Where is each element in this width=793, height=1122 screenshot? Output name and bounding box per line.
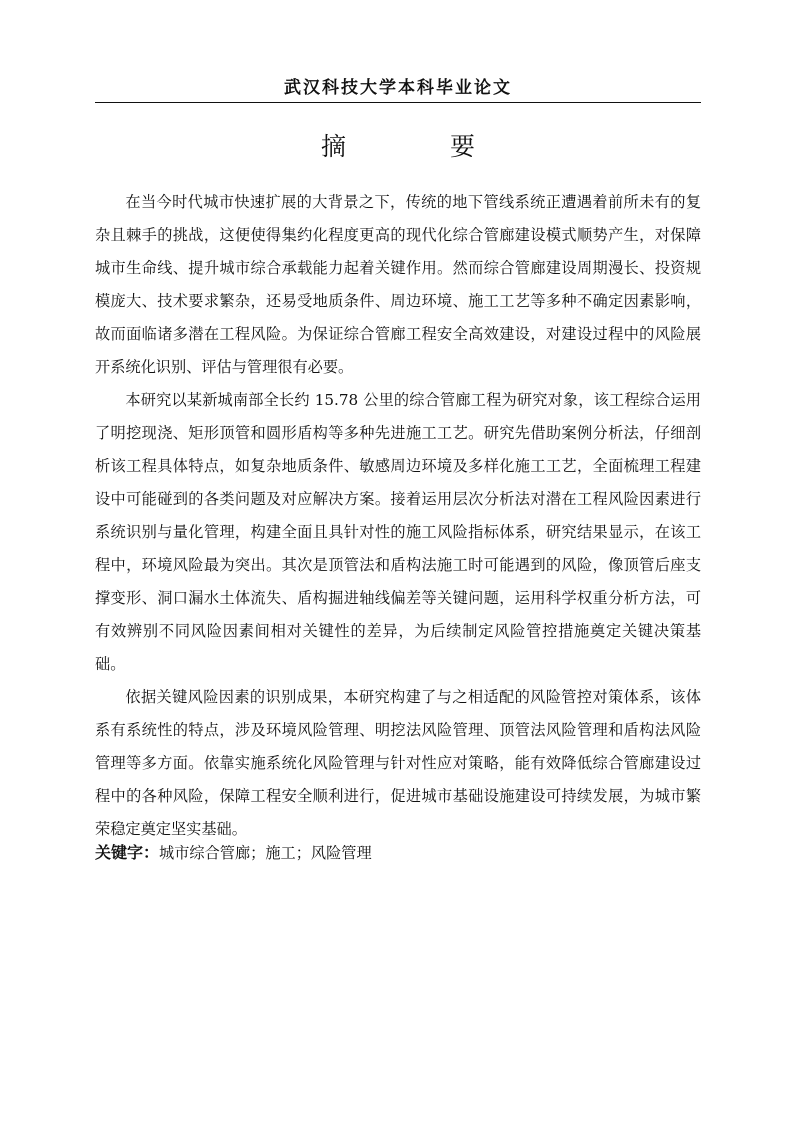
abstract-title: 摘 要 [321, 132, 523, 161]
header-divider [95, 102, 701, 103]
abstract-paragraph-1: 在当今时代城市快速扩展的大背景之下，传统的地下管线系统正遭遇着前所未有的复杂且棘手的挑战，这便使得集约化程度更高的现代化综合管廊建设模式顺势产生，对保障城市生命线、提升城市综合承载能力起着关键作用。然而综合管廊建设周期漫长、投资规模庞大、技术要求繁杂，还易受地质条件、周边环境、施工工艺等多种不确定因素影响，故而面临诸多潜在工程风险。为保证综合管廊工程安全高效建设，对建设过程中的风险展开系统化识别、评估与管理很有必要。 [95, 193, 701, 376]
keywords-text: 城市综合管廊；施工；风险管理 [159, 844, 372, 862]
abstract-paragraph-3: 依据关键风险因素的识别成果，本研究构建了与之相适配的风险管控对策体系，该体系有系统性的特点，涉及环境风险管理、明挖法风险管理、顶管法风险管理和盾构法风险管理等多方面。依靠实施系统化风险管理与针对性应对策略，能有效降低综合管廊建设过程中的各种风险，保障工程安全顺利进行，促进城市基础设施建设可持续发展，为城市繁荣稳定奠定坚实基础。 [95, 688, 701, 838]
abstract-body [95, 186, 701, 846]
abstract-paragraph-2: 本研究以某新城南部全长约 15.78 公里的综合管廊工程为研究对象，该工程综合运用了明挖现浇、矩形顶管和圆形盾构等多种先进施工工艺。研究先借助案例分析法，仔细剖析该工程具体特点，如复杂地质条件、敏感周边环境及多样化施工工艺，全面梳理工程建设中可能碰到的各类问题及对应解决方案。接着运用层次分析法对潜在工程风险因素进行系统识别与量化管理，构建全面且具针对性的施工风险指标体系，研究结果显示，在该工程中，环境风险最为突出。其次是顶管法和盾构法施工时可能遇到的风险，像顶管后座支撑变形、洞口漏水土体流失、盾构掘进轴线偏差等关键问题，运用科学权重分析方法，可有效辨别不同风险因素间相对关键性的差异，为后续制定风险管控措施奠定关键决策基础。 [95, 391, 701, 673]
keywords-line [95, 838, 701, 868]
running-header: 武汉科技大学本科毕业论文 [284, 78, 512, 98]
keywords-label: 关键字： [95, 843, 160, 862]
